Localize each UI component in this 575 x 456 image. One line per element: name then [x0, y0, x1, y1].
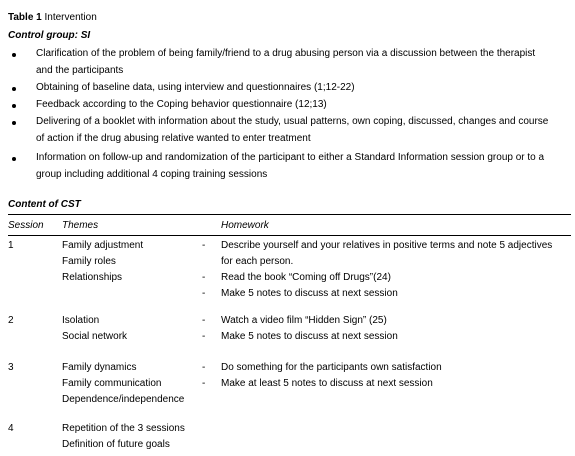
column-header-homework: Homework	[221, 220, 269, 231]
homework-cell: Make at least 5 notes to discuss at next session	[221, 378, 433, 389]
homework-cell: Make 5 notes to discuss at next session	[221, 288, 398, 299]
theme-cell: Family communication	[62, 378, 162, 389]
column-header-themes: Themes	[62, 220, 99, 231]
theme-cell: Repetition of the 3 sessions	[62, 423, 185, 434]
dash-marker: -	[202, 288, 206, 299]
theme-cell: Relationships	[62, 272, 123, 283]
homework-cell: for each person.	[221, 256, 294, 267]
session-number: 1	[8, 240, 14, 251]
homework-cell: Read the book “Coming off Drugs”(24)	[221, 272, 391, 283]
list-item-line: of action if the drug abusing relative wanted to enter treatment	[36, 133, 311, 144]
bullet-icon	[12, 121, 16, 125]
table-label: Table 1	[8, 12, 42, 23]
table-top-rule	[8, 214, 571, 215]
dash-marker: -	[202, 272, 206, 283]
list-item-line: Feedback according to the Coping behavior questionnaire (12;13)	[36, 99, 327, 110]
list-item-line: Delivering of a booklet with information about the study, usual patterns, own coping, discussed, changes and course	[36, 116, 549, 127]
theme-cell: Family roles	[62, 256, 116, 267]
dash-marker: -	[202, 240, 206, 251]
homework-cell: Make 5 notes to discuss at next session	[221, 331, 398, 342]
table-header-rule	[8, 235, 571, 236]
theme-cell: Family adjustment	[62, 240, 144, 251]
homework-cell: Watch a video film “Hidden Sign” (25)	[221, 315, 387, 326]
bullet-icon	[12, 53, 16, 57]
theme-cell: Definition of future goals	[62, 439, 170, 450]
list-item-line: group including additional 4 coping training sessions	[36, 169, 268, 180]
theme-cell: Dependence/independence	[62, 394, 185, 405]
theme-cell: Isolation	[62, 315, 100, 326]
table-caption: Intervention	[44, 12, 97, 23]
table-title	[8, 10, 97, 26]
column-header-session: Session	[8, 220, 44, 231]
cst-heading: Content of CST	[8, 199, 81, 210]
homework-cell: Do something for the participants own satisfaction	[221, 362, 442, 373]
list-item-line: Information on follow-up and randomization of the participant to either a Standard Information session group or to a	[36, 152, 545, 163]
dash-marker: -	[202, 315, 206, 326]
session-number: 2	[8, 315, 14, 326]
bullet-icon	[12, 104, 16, 108]
dash-marker: -	[202, 331, 206, 342]
bullet-icon	[12, 157, 16, 161]
session-number: 4	[8, 423, 14, 434]
dash-marker: -	[202, 362, 206, 373]
bullet-icon	[12, 87, 16, 91]
session-number: 3	[8, 362, 14, 373]
homework-cell: Describe yourself and your relatives in positive terms and note 5 adjectives	[221, 240, 553, 251]
list-item-line: and the participants	[36, 65, 124, 76]
dash-marker: -	[202, 378, 206, 389]
list-item-line: Clarification of the problem of being family/friend to a drug abusing person via a discussion between the therapist	[36, 48, 536, 59]
list-item-line: Obtaining of baseline data, using interview and questionnaires (1;12-22)	[36, 82, 355, 93]
theme-cell: Family dynamics	[62, 362, 137, 373]
theme-cell: Social network	[62, 331, 128, 342]
control-group-heading: Control group: SI	[8, 30, 91, 41]
